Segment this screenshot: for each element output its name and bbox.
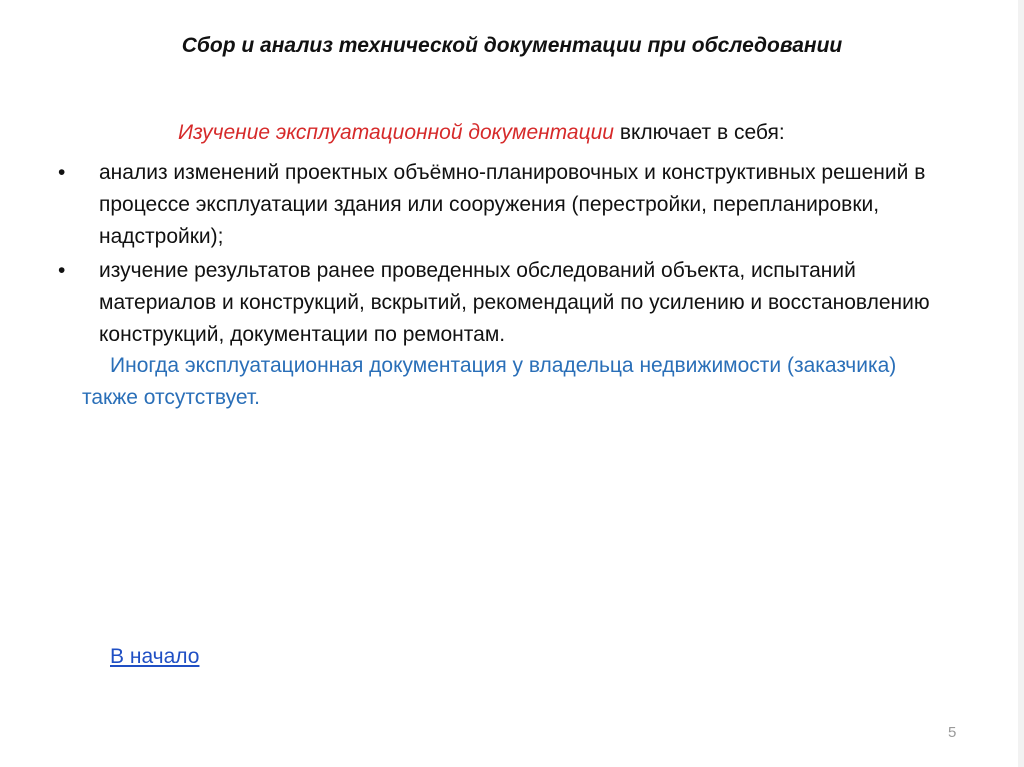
intro-highlight: Изучение эксплуатационной документации [178, 121, 620, 144]
bullet-marker: • [58, 259, 66, 282]
bullet-marker: • [58, 161, 66, 184]
page-number: 5 [948, 724, 957, 741]
list-item [58, 157, 978, 253]
slide-edge-strip [1018, 0, 1024, 767]
home-link[interactable]: В начало [110, 645, 200, 668]
intro-rest: включает в себя: [619, 121, 785, 144]
bullet-list [58, 157, 978, 353]
slide-title: Сбор и анализ технической документации при обследовании [181, 34, 843, 57]
list-item [58, 255, 978, 351]
intro-line [178, 121, 785, 145]
note-paragraph: Иногда эксплуатационная документация у владельца недвижимости (заказчика) также отсутствует. [82, 354, 897, 409]
bullet-text: анализ изменений проектных объёмно-планировочных и конструктивных решений в процессе эксплуатации здания или сооружения (перестройки, перепланировки, надстройки); [99, 161, 926, 248]
bullet-text: изучение результатов ранее проведенных обследований объекта, испытаний материалов и конструкций, вскрытий, рекомендаций по усилению и восстановлению конструкций, документации по ремонтам. [99, 259, 930, 346]
